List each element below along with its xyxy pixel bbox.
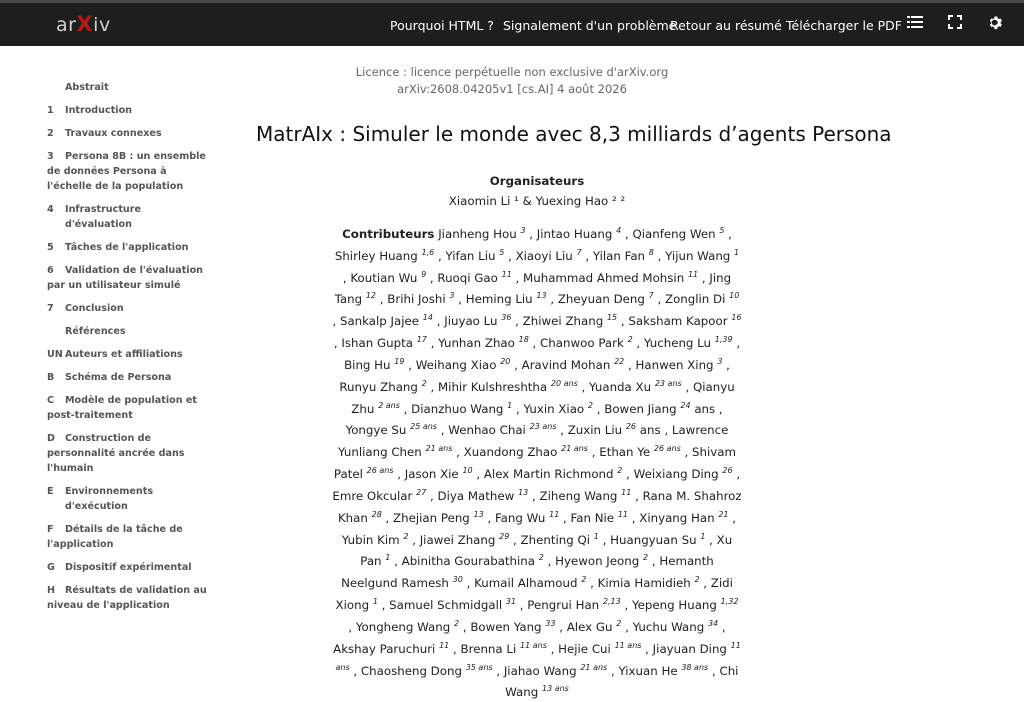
paper-title: MatrAIx : Simuler le monde avec 8,3 milliards d’agents Persona <box>256 122 892 146</box>
license-line[interactable]: Licence : licence perpétuelle non exclusive d'arXiv.org <box>355 65 669 79</box>
download-pdf-link[interactable]: Télécharger le PDF <box>786 18 902 33</box>
toc-item[interactable]: E Environnements d'exécution <box>47 486 154 512</box>
fullscreen-icon[interactable] <box>946 15 964 33</box>
toc-item[interactable]: D Construction de personnalité ancrée dans l'humain <box>47 433 185 474</box>
toc-item[interactable]: 3 Persona 8B : un ensemble de données Persona à l'échelle de la population <box>47 151 206 192</box>
organizers-heading: Organisateurs <box>489 174 585 188</box>
arxiv-id-line: arXiv:2608.04205v1 [cs.AI] 4 août 2026 <box>397 82 627 96</box>
settings-gear-icon[interactable] <box>985 15 1003 34</box>
toc-item[interactable]: F Détails de la tâche de l'application <box>47 524 183 550</box>
toc-item[interactable]: C Modèle de population et post-traitement <box>47 395 198 421</box>
toc-item[interactable]: 7 Conclusion <box>47 303 124 314</box>
toc-item[interactable]: UN Auteurs et affiliations <box>47 349 183 360</box>
toc-item[interactable]: B Schéma de Persona <box>47 372 172 383</box>
back-to-abstract-link[interactable]: Retour au résumé <box>670 18 782 33</box>
toc-item[interactable]: 5 Tâches de l'application <box>47 242 189 253</box>
contributors-heading: Contributeurs <box>342 226 435 241</box>
toc-item[interactable]: 4 Infrastructure d'évaluation <box>47 204 141 230</box>
toc-item[interactable]: Références <box>65 326 126 337</box>
toc-item[interactable]: Abstrait <box>65 82 109 93</box>
arxiv-logo[interactable]: arXiv <box>56 12 111 36</box>
toc-item[interactable]: G Dispositif expérimental <box>47 562 192 573</box>
why-html-link[interactable]: Pourquoi HTML ? <box>390 18 494 33</box>
toc-item[interactable]: 1 Introduction <box>47 105 132 116</box>
table-of-contents <box>47 80 207 621</box>
report-issue-link[interactable]: Signalement d'un problème <box>503 18 677 33</box>
toc-item[interactable]: H Résultats de validation au niveau de l'application <box>47 585 207 611</box>
contributors-list: Contributeurs Jianheng Hou $^3$ , Jintao Huang $^4$ , Qianfeng Wen $^5$ , Shirley Huang $^{1,6}$ , Yifan Liu $^5$ , Xiaoyi Liu $^7$ , Yilan Fan $^8$ , Yijun Wang $^1$ , Koutian Wu $^9$ , Ruoqi Gao $^{11}$ , Muhammad Ahmed Mohsin $^{11}$ , Jing Tang $^{12}$ , Brihi Joshi $^3$ , Heming Liu $^{13}$ , Zheyuan Deng $^7$ , Zonglin Di $^{10}$ , Sankalp Jajee $^{14}$ , Jiuyao Lu $^{36}$ , Zhiwei Zhang $^{15}$ , Saksham Kapoor $^{16}$ , Ishan Gupta $^{17}$ , Yunhan Zhao $^{18}$ , Chanwoo Park $^2$ , Yucheng Lu $^{1,39}$ , Bing Hu $^{19}$ , Weihang Xiao $^{20}$ , Aravind Mohan $^{22}$ , Hanwen Xing $^3$ , Runyu Zhang $^2$ , Mihir Kulshreshtha $^{20 ans}$ , Yuanda Xu $^{23 ans}$ , Qianyu Zhu $^{2 ans}$ , Dianzhuo Wang $^1$ , Yuxin Xiao $^2$ , Bowen Jiang $^{24}$ ans , Yongye Su $^{25 ans}$ , Wenhao Chai $^{23 ans}$ , Zuxin Liu $^{26}$ ans , Lawrence Yunliang Chen $^{21 ans}$ , Xuandong Zhao $^{21 ans}$ , Ethan Ye $^{26 ans}$ , Shivam Patel $^{26 ans}$ , Jason Xie $^{10}$ , Alex Martin Richmond $^2$ , Weixiang Ding $^{26}$ , Emre Okcular $^{27}$ , Diya Mathew $^{13}$ , Ziheng Wang $^{11}$ , Rana M. Shahroz Khan $^{28}$ , Zhejian Peng $^{13}$ , Fang Wu $^{11}$ , Fan Nie $^{11}$ , Xinyang Han $^{21}$ , Yubin Kim $^2$ , Jiawei Zhang $^{29}$ , Zhenting Qi $^1$ , Huangyuan Su $^1$ , Xu Pan $^1$ , Abinitha Gourabathina $^2$ , Hyewon Jeong $^2$ , Hemanth Neelgund Ramesh $^{30}$ , Kumail Alhamoud $^2$ , Kimia Hamidieh $^2$ , Zidi Xiong $^1$ , Samuel Schmidgall $^{31}$ , Pengrui Han $^{2,13}$ , Yepeng Huang $^{1,32}$ , Yongheng Wang $^2$ , Bowen Yang $^{33}$ , Alex Gu $^2$ , Yuchu Wang $^{34}$ , Akshay Paruchuri $^{11}$ , Brenna Li $^{11 ans}$ , Hejie Cui $^{11 ans}$ , Jiayuan Ding $^{11 ans}$ , Chaosheng Dong $^{35 ans}$ , Jiahao Wang $^{21 ans}$ , Yixuan He $^{38 ans}$ , Chi Wang $^{13 ans}$ <box>332 226 742 700</box>
top-navigation-bar <box>0 0 1024 46</box>
toc-item[interactable]: 6 Validation de l'évaluation par un utilisateur simulé <box>47 265 203 291</box>
toc-item[interactable]: 2 Travaux connexes <box>47 128 162 139</box>
organizers-names: Xiaomin Li ¹ & Yuexing Hao ² ² <box>448 194 626 208</box>
toc-list-icon[interactable] <box>906 15 924 33</box>
